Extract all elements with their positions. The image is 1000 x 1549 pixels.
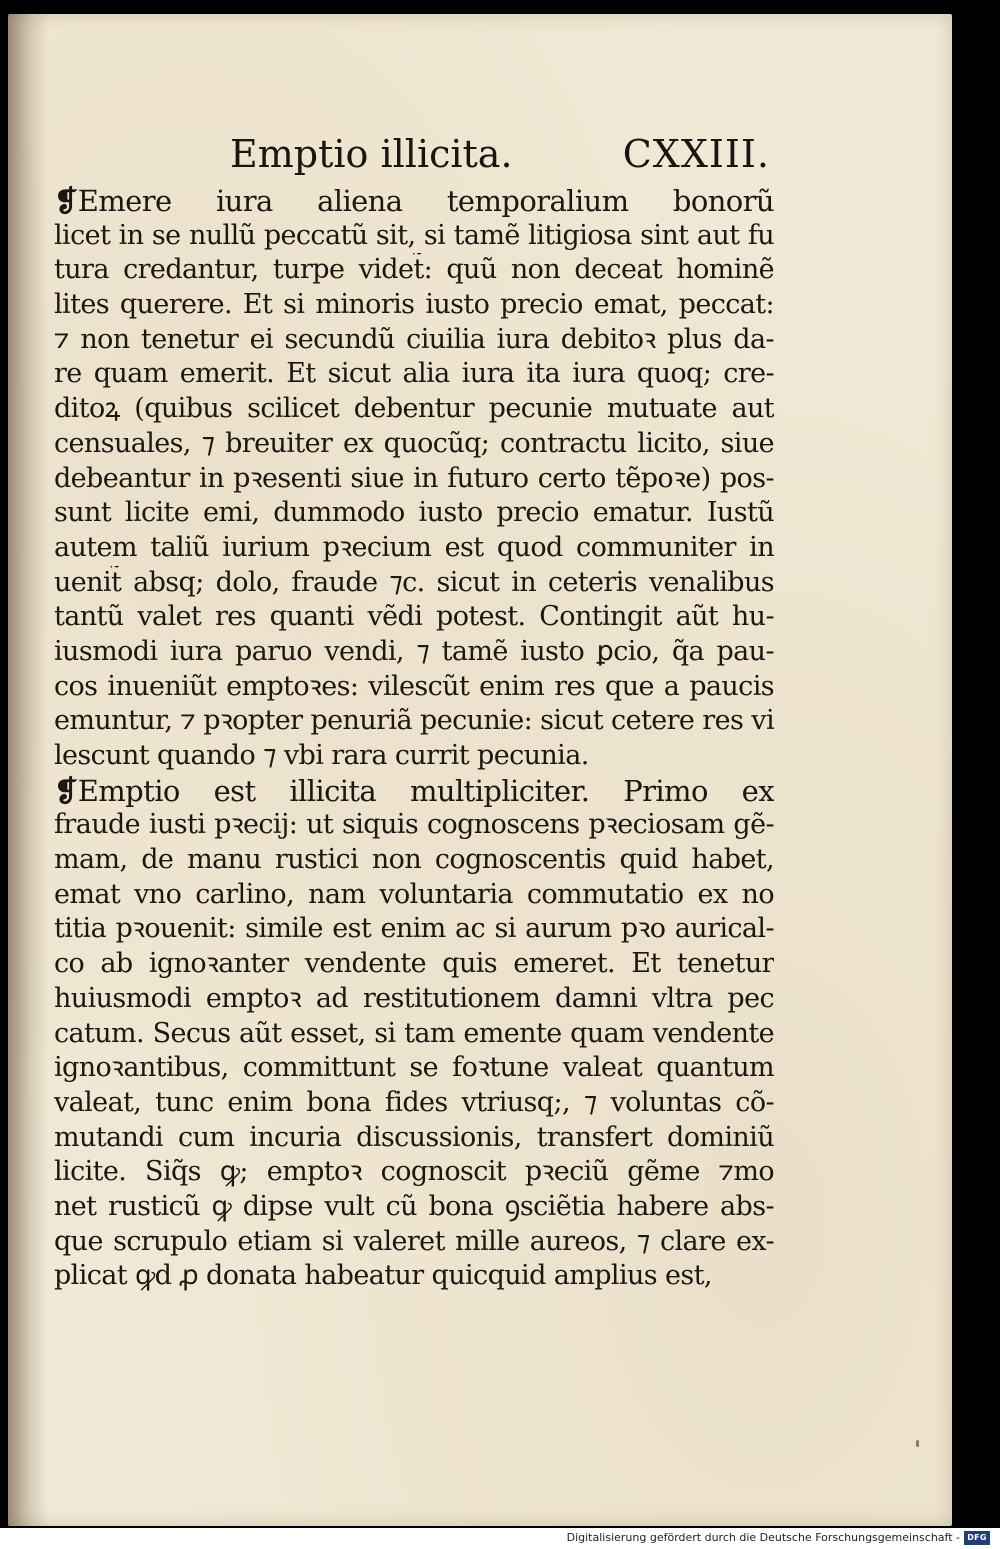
book-page [8,14,952,1526]
text-line: tantũ valet res quanti vẽdi potest. Contingit aũt hu- [54,601,774,633]
text-line-content: Emere iura aliena temporalium bonorũ [77,184,774,218]
text-line [54,774,774,809]
text-line: catum. Secus aũt esset, si tam emente quam vendente [54,1017,774,1049]
text-line: lescunt quando ⁊ vbi rara currit pecunia. [54,740,589,771]
paragraph-mark: ❡ [54,773,78,808]
text-line: ditoꝝ (quibus scilicet debentur pecunie mutuate aut [54,393,774,425]
text-line: uenit̃ absq; dolo, fraude ⁊c. sicut in ceteris venalibus [54,566,774,598]
text-line: que scrupulo etiam si valeret mille aureos, ⁊ clare ex- [54,1225,774,1257]
text-line: mam, de manu rustici non cognoscentis quid habet, [54,844,774,876]
text-line: emuntur, ⁊ pꝛopter penuriã pecunie: sicut cetere res vi [54,705,774,737]
text-line [54,184,774,219]
paragraph-mark: ❡ [54,184,78,218]
text-line: ⁊ non tenetur ei secundũ ciuilia iura debitoꝛ plus da- [54,323,774,355]
text-line: censuales, ⁊ breuiter ex quocũq; contractu licito, siue [54,427,774,459]
text-line: sunt licite emi, dummodo iusto precio ematur. Iustũ [54,497,774,529]
dfg-logo[interactable]: DFG [964,1531,990,1545]
text-line: titia pꝛouenit: simile est enim ac si aurum pꝛo aurical- [54,913,774,945]
running-head-title: Emptio illicita. [230,132,513,176]
funding-credit: Digitalisierung gefördert durch die Deutsche Forschungsgemeinschaft - [566,1531,960,1544]
running-head [230,124,770,184]
text-line: cos inueniũt emptoꝛes: vilescũt enim res que a paucis [54,670,774,702]
digitization-footer [0,1528,1000,1549]
text-line: iusmodi iura paruo vendi, ⁊ tamẽ iusto ꝑcio, q̃a pau- [54,635,774,667]
text-line: licet in se nullũ peccatũ sit, si tamẽ litigiosa sint aut fu [54,219,774,251]
text-line: valeat, tunc enim bona fides vtriusq;, ⁊ voluntas cõ- [54,1086,774,1118]
text-line: emat vno carlino, nam voluntaria commutatio ex no [54,878,774,910]
folio-number: CXXIII. [622,132,770,176]
text-line: licite. Siq̃s ꝙ; emptoꝛ cognoscit pꝛeciũ gẽme ⁊mo [54,1156,774,1188]
text-block [54,184,774,1294]
text-line: fraude iusti pꝛecij: ut siquis cognoscens pꝛeciosam gẽ- [54,809,774,841]
text-line: mutandi cum incuria discussionis, transfert dominiũ [54,1121,774,1153]
text-line: autem taliũ iurium pꝛecium est quod communiter in [54,531,774,563]
text-line: lites querere. Et si minoris iusto precio emat, peccat: [54,289,774,321]
text-line: plicat ꝙd ꝓ donata habeatur quicquid amplius est, [54,1260,712,1292]
text-line: huiusmodi emptoꝛ ad restitutionem damni vltra pec [54,982,774,1014]
gutter-shadow [8,14,48,1526]
text-line: ignoꝛantibus, committunt se foꝛtune valeat quantum [54,1052,774,1084]
text-line: re quam emerit. Et sicut alia iura ita iura quoq; cre- [54,358,774,390]
text-line-content: Emptio est illicita multipliciter. Primo ex [77,773,774,808]
paper-speck [916,1440,919,1447]
text-line: tura credantur, turpe videt̃: quũ non deceat hominẽ [54,254,774,286]
text-line: debeantur in pꝛesenti siue in futuro certo tẽpoꝛe) pos- [54,462,774,494]
text-line: co ab ignoꝛanter vendente quis emeret. Et tenetur [54,948,774,980]
text-line: net rusticũ ꝙ dipse vult cũ bona ꝯsciẽtia habere abs- [54,1190,774,1222]
